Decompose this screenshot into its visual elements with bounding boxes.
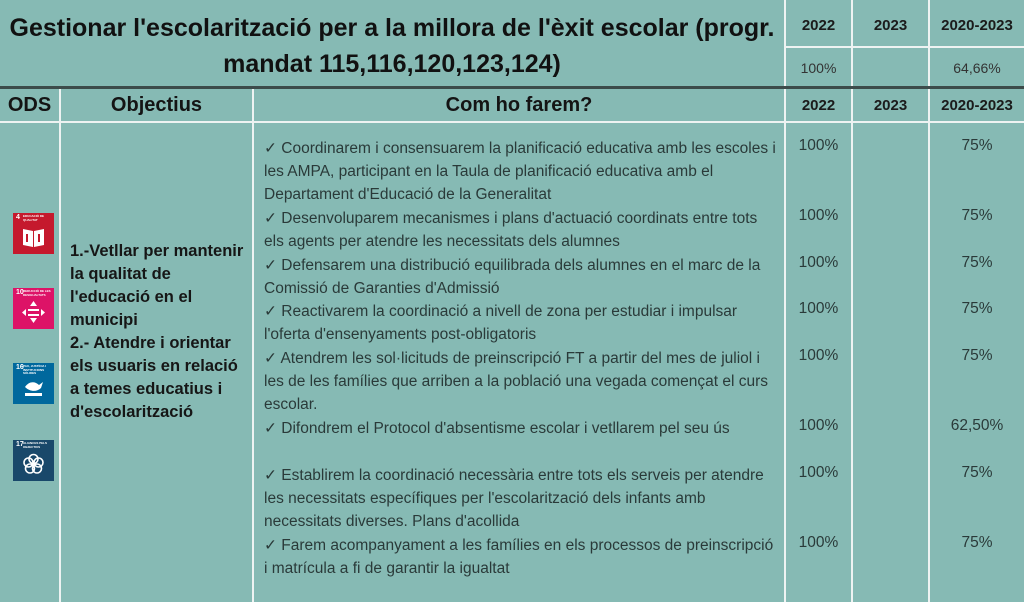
value-2022: 100%	[798, 207, 839, 224]
header-year-2020-2023: 2020-2023	[941, 16, 1013, 34]
top-value-2020-2023: 64,66%	[953, 60, 1001, 76]
objective-2: 2.- Atendre i orientar els usuaris en relació a temes educatius i d'escolarització	[70, 334, 238, 421]
objective-1: 1.-Vetllar per mantenir la qualitat de l'educació en el municipi	[70, 242, 244, 329]
header-year-2023: 2023	[873, 16, 908, 34]
value-2020-2023: 75%	[961, 300, 993, 317]
page-title: Gestionar l'escolarització per a la millora de l'èxit escolar (progr. mandat 115,116,120,123,124)	[9, 14, 775, 78]
equality-icon	[21, 300, 46, 324]
divider	[59, 89, 61, 602]
value-2020-2023: 75%	[961, 137, 993, 154]
value-2020-2023: 75%	[961, 254, 993, 271]
divider	[0, 121, 1024, 123]
sdg-4-book-icon: 4 EDUCACIÓ DE QUALITAT	[13, 213, 54, 254]
action-item: ✓ Coordinarem i consensuarem la planificació educativa amb les escoles i les AMPA, participant en la Taula de planificació educativa amb el Departament d'Educació de la Generalitat	[264, 140, 776, 203]
action-item: ✓ Desenvoluparem mecanismes i plans d'actuació coordinats entre tots els agents per atendre les necessitats dels alumnes	[264, 210, 758, 250]
column-header-2023: 2023	[873, 96, 908, 114]
header-year-2022: 2022	[801, 16, 836, 34]
column-header-how: Com ho farem?	[445, 93, 593, 116]
divider	[252, 89, 254, 602]
action-item: ✓ Defensarem una distribució equilibrada dels alumnes en el marc de la Comissió de Garanties d'Admissió	[264, 257, 761, 297]
action-item: ✓ Establirem la coordinació necessària entre tots els serveis per atendre les necessitats específiques per l'escolarització dels infants amb necessitats diverses. Plans d'acollida	[264, 467, 764, 530]
dove-icon	[21, 375, 46, 399]
flower-icon	[21, 452, 46, 476]
sdg-10-equality-icon: 10 REDUCCIÓ DE LES DESIGUALTATS	[13, 288, 54, 329]
action-item: ✓ Atendrem les sol·licituds de preinscripció FT a partir del mes de juliol i les de les famílies que arriben a la població una vegada començat el curs escolar.	[264, 350, 769, 413]
value-2020-2023: 75%	[961, 207, 993, 224]
column-header-objectives: Objectius	[110, 93, 203, 116]
book-icon	[21, 225, 46, 249]
value-2022: 100%	[798, 464, 839, 481]
sdg-17-flower-icon: 17 ALIANCES PELS OBJECTIUS	[13, 440, 54, 481]
value-2022: 100%	[798, 300, 839, 317]
value-2022: 100%	[798, 137, 839, 154]
objective-text	[70, 240, 246, 424]
column-header-2020-2023: 2020-2023	[941, 96, 1013, 114]
value-2020-2023: 62,50%	[950, 417, 1004, 434]
action-item: ✓ Farem acompanyament a les famílies en els processos de preinscripció i matrícula a fi de garantir la igualtat	[264, 537, 774, 577]
top-value-2022: 100%	[800, 60, 837, 76]
value-2022: 100%	[798, 534, 839, 551]
value-2022: 100%	[798, 417, 839, 434]
value-2022: 100%	[798, 347, 839, 364]
value-2020-2023: 75%	[961, 534, 993, 551]
value-2022: 100%	[798, 254, 839, 271]
top-value-2023	[853, 50, 928, 86]
value-2020-2023: 75%	[961, 347, 993, 364]
value-2020-2023: 75%	[961, 464, 993, 481]
column-header-2022: 2022	[801, 96, 836, 114]
column-header-ods: ODS	[7, 93, 52, 116]
action-item: ✓ Difondrem el Protocol d'absentisme escolar i vetllarem pel seu ús	[264, 420, 730, 437]
divider	[786, 46, 1024, 48]
action-item: ✓ Reactivarem la coordinació a nivell de zona per estudiar i impulsar l'oferta d'ensenyaments post-obligatoris	[264, 303, 738, 343]
sdg-16-dove-icon: 16 PAU, JUSTÍCIA I INSTITUCIONS SÒLIDES	[13, 363, 54, 404]
